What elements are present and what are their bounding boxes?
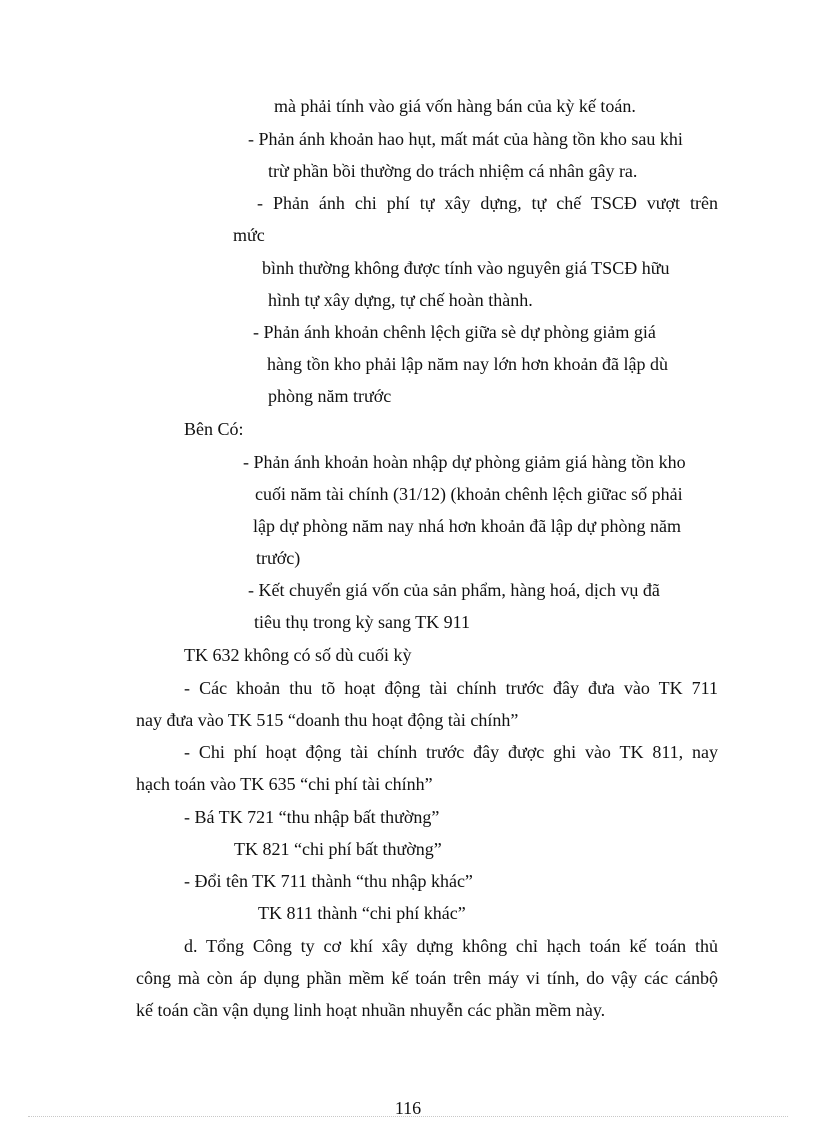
text-line: TK 821 “chi phí bất thường” [234, 839, 442, 859]
text-line: lập dự phòng năm nay nhá hơn khoản đã lập dự phòng năm [253, 516, 681, 536]
text-line: trừ phần bồi thường do trách nhiệm cá nhân gây ra. [268, 161, 638, 181]
text-line: kế toán cần vận dụng linh hoạt nhuần nhuyễn các phần mềm này. [136, 1000, 606, 1020]
page-number: 116 [394, 1098, 422, 1118]
text-line: - Kết chuyển giá vốn của sản phẩm, hàng hoá, dịch vụ đã [248, 580, 660, 600]
text-line: công mà còn áp dụng phần mềm kế toán trên máy vi tính, do vậy các cánbộ [136, 968, 718, 988]
text-line: - Phản ánh khoản hao hụt, mất mát của hàng tồn kho sau khi [248, 129, 683, 149]
text-line: phòng năm trước [268, 386, 392, 406]
section-heading: Bên Có: [184, 419, 244, 439]
text-line: - Bá TK 721 “thu nhập bất thường” [184, 807, 440, 827]
text-line: mà phải tính vào giá vốn hàng bán của kỳ kế toán. [274, 96, 636, 116]
text-line: tiêu thụ trong kỳ sang TK 911 [254, 612, 470, 632]
text-line: d. Tổng Công ty cơ khí xây dựng không chỉ hạch toán kế toán thủ [184, 936, 718, 956]
text-line: - Phản ánh chi phí tự xây dựng, tự chế TSCĐ vượt trên [257, 193, 718, 213]
text-line: hình tự xây dựng, tự chế hoàn thành. [268, 290, 533, 310]
text-line: - Chi phí hoạt động tài chính trước đây được ghi vào TK 811, nay [184, 742, 718, 762]
text-line: TK 632 không có số dù cuối kỳ [184, 645, 412, 665]
text-line: hàng tồn kho phải lập năm nay lớn hơn khoản đã lập dù [267, 354, 668, 374]
footer-divider [28, 1116, 788, 1117]
text-line: - Phản ánh khoản hoàn nhập dự phòng giảm giá hàng tồn kho [243, 452, 686, 472]
text-line: mức [233, 225, 265, 245]
text-line: nay đưa vào TK 515 “doanh thu hoạt động tài chính” [136, 710, 519, 730]
text-line: bình thường không được tính vào nguyên giá TSCĐ hữu [262, 258, 670, 278]
text-line: hạch toán vào TK 635 “chi phí tài chính” [136, 774, 433, 794]
text-line: - Các khoản thu tõ hoạt động tài chính trước đây đưa vào TK 711 [184, 678, 718, 698]
text-line: - Phản ánh khoản chênh lệch giữa sè dự phòng giảm giá [253, 322, 656, 342]
text-line: TK 811 thành “chi phí khác” [258, 903, 466, 923]
text-line: - Đổi tên TK 711 thành “thu nhập khác” [184, 871, 473, 891]
text-line: trước) [256, 548, 301, 568]
text-line: cuối năm tài chính (31/12) (khoản chênh lệch giữac số phải [255, 484, 683, 504]
